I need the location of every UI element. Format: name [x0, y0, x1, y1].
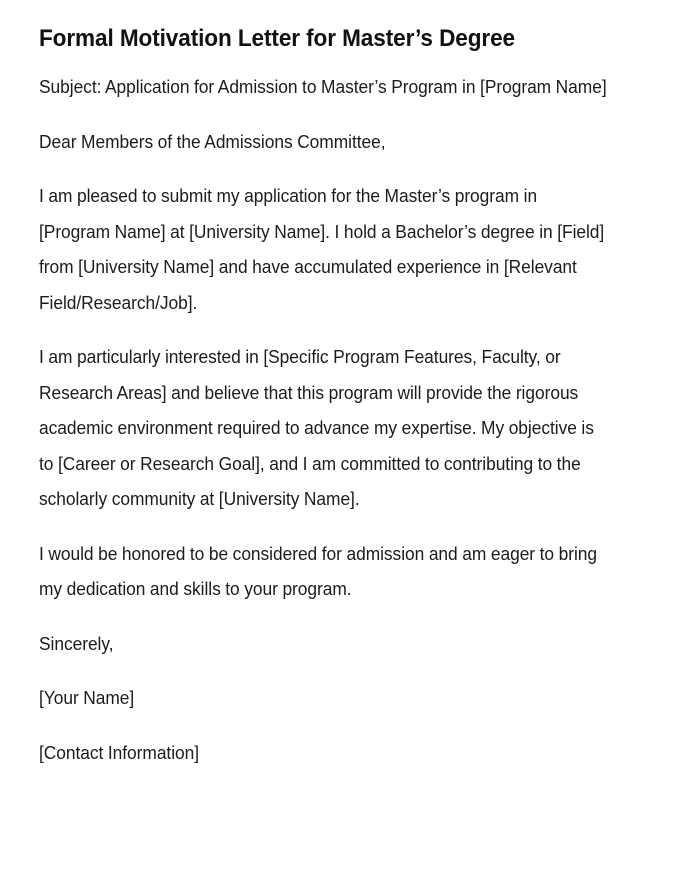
closing: Sincerely, [39, 633, 114, 654]
signature-name: [Your Name] [39, 688, 135, 708]
body-paragraph-3: I would be honored to be considered for admission and am eager to bring my dedication and skills to your program. [39, 543, 597, 599]
subject-line: Subject: Application for Admission to Master’s Program in [Program Name] [39, 77, 607, 97]
body-paragraph-1: I am pleased to submit my application for the Master’s program in [Program Name] at [University Name]. I hold a Bachelor’s degree in [Field] from [University Name] and have accumulated experience in [Relevant Field/Research/Job]. [39, 186, 605, 313]
page-title: Formal Motivation Letter for Master’s Degree [39, 25, 515, 52]
salutation: Dear Members of the Admissions Committee, [39, 131, 386, 152]
body-paragraph-2: I am particularly interested in [Specific Program Features, Faculty, or Research Areas] and believe that this program will provide the rigorous academic environment required to advance my expertise. My objective is to [Career or Research Goal], and I am committed to contributing to the scholarly community at [University Name]. [39, 347, 594, 509]
letter-body [39, 70, 630, 771]
signature-contact: [Contact Information] [39, 742, 200, 763]
